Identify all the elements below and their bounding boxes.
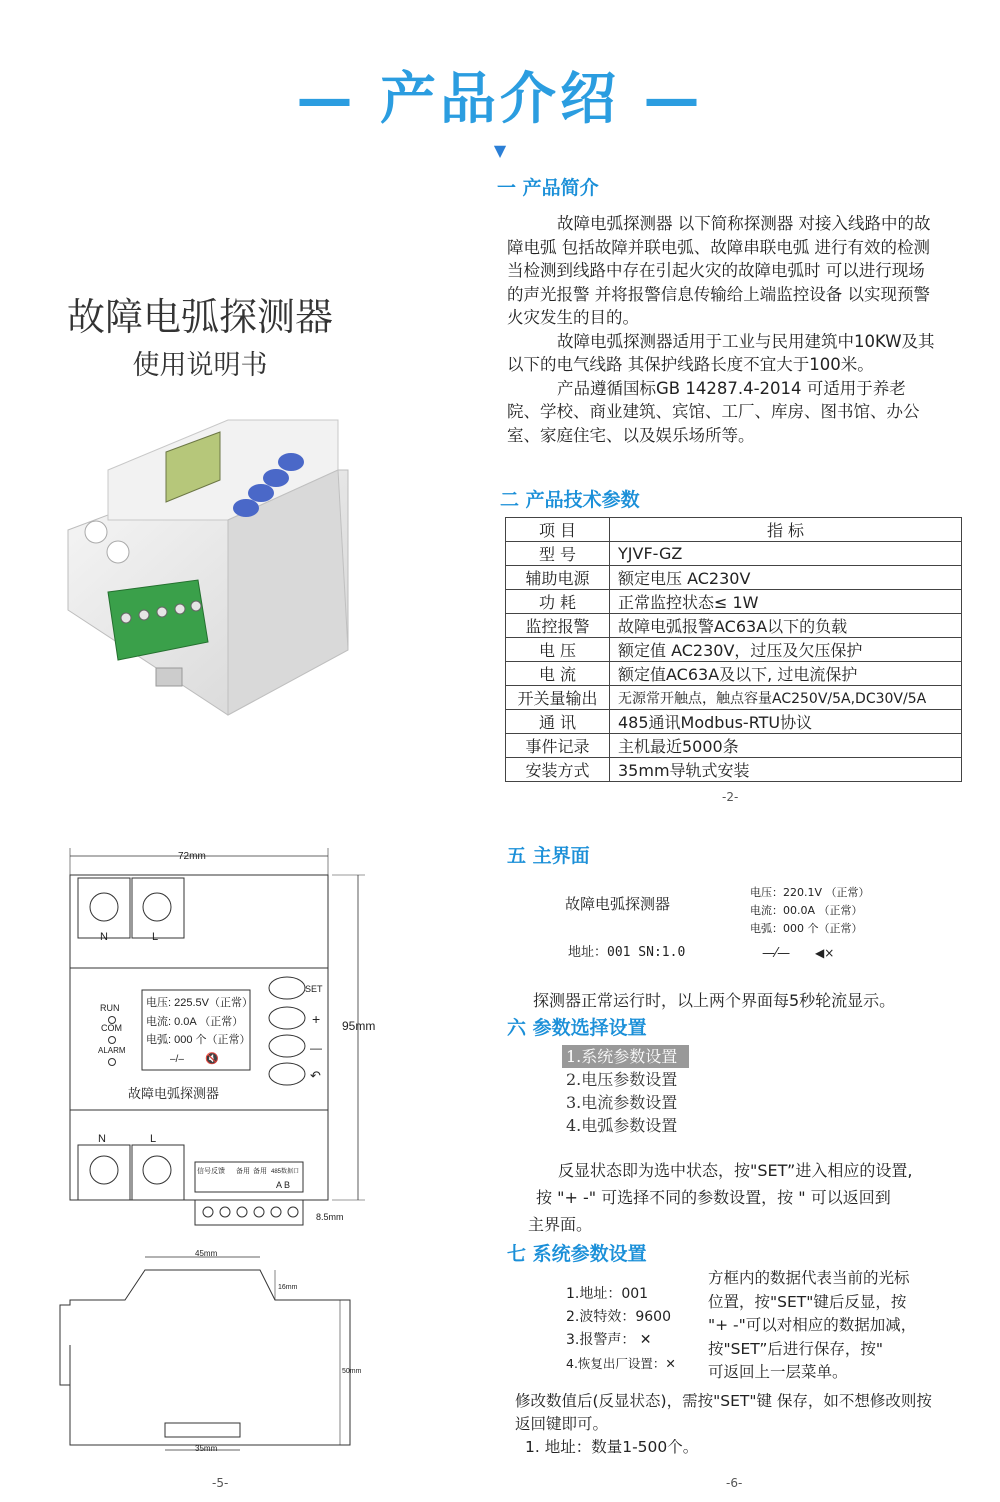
speaker-mute-icon: ◀× [815, 946, 835, 960]
table-cell: 监控报警 [506, 614, 610, 638]
height-dim-label: 95mm [342, 1019, 376, 1033]
table-cell: 安装方式 [506, 758, 610, 782]
side-view-drawing [50, 1245, 380, 1465]
main-ui-caption: 探测器正常运行时，以上两个界面每5秒轮流显示。 [533, 991, 896, 1010]
menu-instructions [528, 1157, 948, 1238]
param-menu [562, 1045, 689, 1137]
table-header-row [506, 518, 962, 542]
table-cell: 485通讯Modbus-RTU协议 [610, 710, 962, 734]
table-cell: 通 讯 [506, 710, 610, 734]
main-ui-arc: 电弧：000 个（正常） [750, 922, 863, 935]
bottom-terminal-l: L [150, 1133, 157, 1145]
page-header [0, 55, 1000, 160]
sys-item-alarm: 3.报警声： ✕ [566, 1332, 652, 1348]
table-cell: 额定值 AC230V，过压及欠压保护 [610, 638, 962, 662]
table-cell: YJVF-GZ [610, 542, 962, 566]
terminal-n-label: N [100, 931, 108, 943]
menu-instr-line-3: 主界面。 [528, 1215, 593, 1234]
page-title: — 产品介绍 — [296, 67, 704, 132]
side-top-dim: 45mm [195, 1249, 218, 1258]
intro-paragraph-3: 产品遵循国标GB 14287.4-2014 可适用于养老院、学校、商业建筑、宾馆、工厂、库房、图书馆、办公室、家庭住宅、以及娱乐场所等。 [507, 378, 920, 445]
down-arrow-icon: ▼ [493, 141, 507, 160]
minus-button-label: — [310, 1041, 322, 1055]
section-7-title: 七 系统参数设置 [507, 1243, 647, 1265]
table-row [506, 566, 962, 590]
speaker-mute-icon: 🔇 [205, 1053, 219, 1065]
terminal-l-label: L [152, 931, 159, 943]
cover-subtitle: 使用说明书 [132, 350, 268, 381]
section-1-title: 一 产品简介 [497, 177, 599, 199]
term-label-spare1: 备用 [236, 1168, 250, 1175]
table-row [506, 638, 962, 662]
led-alarm-label: ALARM [98, 1046, 126, 1055]
table-header-cell: 指 标 [610, 518, 962, 542]
menu-item-system[interactable]: 1.系统参数设置 [562, 1045, 689, 1068]
menu-item-voltage[interactable]: 2.电压参数设置 [566, 1070, 678, 1089]
menu-instr-line-1: 反显状态即为选中状态，按"SET”进入相应的设置, [558, 1161, 913, 1180]
table-cell: 无源常开触点，触点容量AC250V/5A,DC30V/5A [610, 686, 962, 710]
lcd-current: 电流: 0.0A （正常） [146, 1016, 244, 1028]
table-row [506, 590, 962, 614]
menu-instr-line-2: 按 "+ -" 可选择不同的参数设置，按 " 可以返回到 [536, 1188, 891, 1207]
side-step-dim: 16mm [278, 1284, 298, 1291]
section-2-title: 二 产品技术参数 [500, 489, 640, 511]
return-arrow-icon: ↶ [310, 1068, 321, 1083]
plus-button-label: + [312, 1011, 321, 1027]
sys-note-3: "+ -"可以对相应的数据加减， [708, 1316, 917, 1334]
relay-open-icon: —⁄— [762, 946, 791, 961]
table-cell: 正常监控状态≤ 1W [610, 590, 962, 614]
menu-item-current[interactable]: 3.电流参数设置 [566, 1093, 678, 1112]
sys-note-2: 位置，按"SET"键后反显，按 [708, 1292, 907, 1311]
panel-label: 故障电弧探测器 [128, 1086, 220, 1101]
table-cell: 35mm导轨式安装 [610, 758, 962, 782]
term-label-ab: A B [276, 1180, 291, 1190]
side-height-dim: 50mm [342, 1368, 362, 1375]
sys-note-1: 方框内的数据代表当前的光标 [708, 1269, 910, 1287]
sys-footer-3: 1. 地址：数量1-500个。 [525, 1438, 699, 1456]
set-button-label: SET [305, 984, 323, 994]
table-cell: 辅助电源 [506, 566, 610, 590]
lcd-voltage: 电压: 225.5V（正常） [146, 997, 253, 1009]
table-cell: 电 流 [506, 662, 610, 686]
table-row [506, 542, 962, 566]
section-1-body [507, 212, 937, 447]
table-row [506, 758, 962, 782]
spec-table [505, 517, 962, 782]
side-bottom-dim: 35mm [195, 1444, 218, 1453]
sys-footer-1: 修改数值后(反显状态)，需按"SET"键 保存，如不想修改则按 [515, 1392, 932, 1410]
system-footer [515, 1390, 955, 1459]
table-cell: 额定电压 AC230V [610, 566, 962, 590]
page-number-5: -5- [212, 1476, 229, 1490]
lcd-arc: 电弧: 000 个（正常） [146, 1034, 251, 1046]
menu-item-arc[interactable]: 4.电弧参数设置 [566, 1116, 678, 1135]
sys-note-5: 可返回上一层菜单。 [708, 1363, 848, 1381]
main-ui-title: 故障电弧探测器 [565, 895, 671, 913]
led-run-label: RUN [100, 1003, 120, 1013]
device-photo [48, 410, 368, 730]
table-cell: 故障电弧报警AC63A以下的负载 [610, 614, 962, 638]
table-cell: 开关量输出 [506, 686, 610, 710]
main-ui-address: 地址：001 SN:1.0 [568, 945, 686, 960]
term-label-feedback: 信号反馈 [197, 1168, 225, 1175]
intro-paragraph-1: 故障电弧探测器 以下简称探测器 对接入线路中的故障电弧 包括故障并联电弧、故障串联电弧 进行有效的检测 当检测到线路中存在引起火灾的故障电弧时 可以进行现场的声光报警 并将报警信息传输给上端监控设备 以实现预警火灾发生的目的。 [507, 214, 931, 327]
sys-item-baud: 2.波特效：9600 [566, 1309, 671, 1325]
sys-item-address: 1.地址：001 [566, 1286, 649, 1302]
main-ui-readings [750, 884, 870, 938]
page-number-6: -6- [726, 1476, 743, 1490]
system-param-list [566, 1283, 676, 1375]
bottom-terminal-n: N [98, 1133, 106, 1145]
table-header-cell: 项 目 [506, 518, 610, 542]
term-label-spare2: 备用 [253, 1168, 267, 1175]
sys-note-4: 按"SET”后进行保存，按" [708, 1339, 884, 1358]
table-cell: 额定值AC63A及以下, 过电流保护 [610, 662, 962, 686]
system-note [708, 1267, 948, 1385]
table-cell: 型 号 [506, 542, 610, 566]
table-row [506, 686, 962, 710]
table-cell: 主机最近5000条 [610, 734, 962, 758]
section-6-title: 六 参数选择设置 [507, 1017, 647, 1039]
table-cell: 事件记录 [506, 734, 610, 758]
table-cell: 功 耗 [506, 590, 610, 614]
depth-dim-label: 8.5mm [316, 1212, 344, 1222]
main-ui-current: 电流：00.0A （正常） [750, 904, 863, 917]
table-row [506, 662, 962, 686]
term-label-485: 485数据口 [271, 1169, 300, 1175]
table-row [506, 710, 962, 734]
led-com-label: COM [101, 1023, 122, 1033]
front-view-drawing [50, 840, 390, 1235]
table-cell: 电 压 [506, 638, 610, 662]
cover-title: 故障电弧探测器 [66, 295, 333, 339]
main-ui-voltage: 电压：220.1V （正常） [750, 886, 870, 899]
width-dim-label: 72mm [178, 851, 206, 862]
sys-item-reset: 4.恢复出厂设置：✕ [566, 1356, 676, 1371]
page-number-2: -2- [722, 790, 739, 804]
section-5-title: 五 主界面 [507, 845, 590, 867]
table-row [506, 614, 962, 638]
table-row [506, 734, 962, 758]
intro-paragraph-2: 故障电弧探测器适用于工业与民用建筑中10KW及其以下的电气线路 其保护线路长度不宜大于100米。 [507, 331, 935, 374]
sys-footer-2: 返回键即可。 [515, 1415, 609, 1433]
relay-open-icon: –/– [170, 1054, 184, 1065]
